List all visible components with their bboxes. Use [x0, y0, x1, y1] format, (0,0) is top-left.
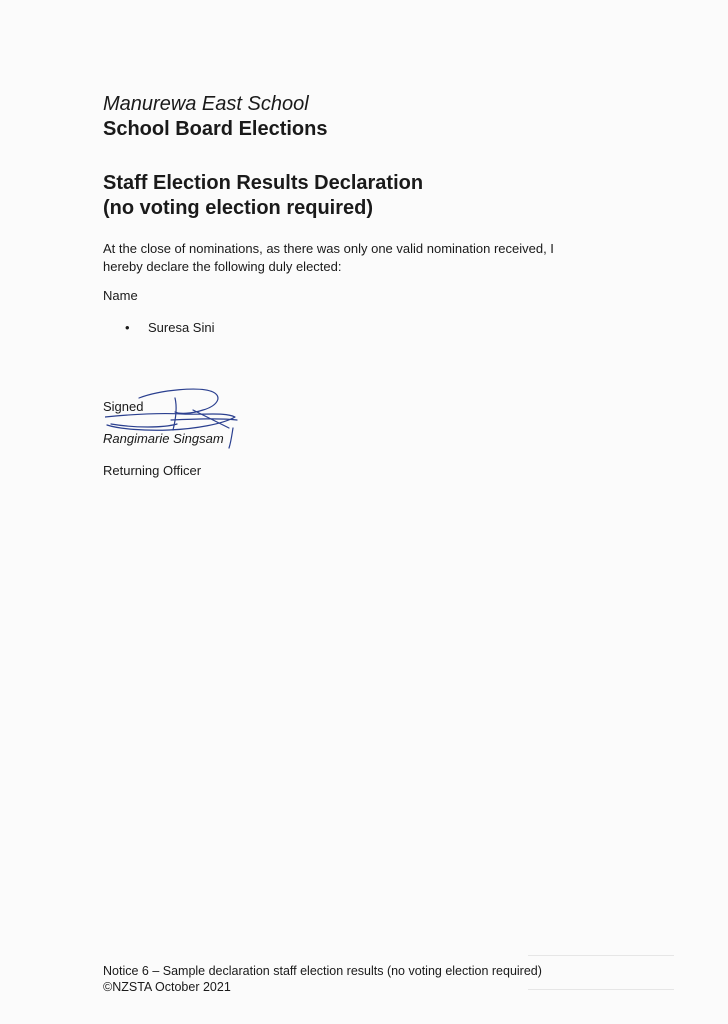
- footer-notice: Notice 6 – Sample declaration staff election results (no voting election required): [103, 964, 542, 978]
- declaration-title: [103, 171, 423, 221]
- declaration-intro: [103, 240, 603, 276]
- footer-copyright: ©NZSTA October 2021: [103, 980, 231, 994]
- signer-role: Returning Officer: [103, 463, 202, 478]
- signer-name: Rangimarie Singsam: [103, 431, 224, 446]
- signed-label: Signed: [103, 399, 144, 414]
- elected-name: • Suresa Sini: [103, 319, 214, 337]
- elected-list: [103, 319, 214, 337]
- intro-line-1: At the close of nominations, as there was only one valid nomination received, I: [103, 241, 554, 256]
- school-name: Manurewa East School: [103, 93, 309, 115]
- footer-divider: [528, 955, 674, 956]
- election-title: School Board Elections: [103, 118, 328, 140]
- name-label: Name: [103, 288, 138, 303]
- document-footer: [103, 963, 542, 995]
- declaration-title-line-1: Staff Election Results Declaration: [103, 172, 424, 194]
- intro-line-2: hereby declare the following duly elected:: [103, 259, 342, 274]
- declaration-title-line-2: (no voting election required): [103, 197, 374, 219]
- footer-divider: [528, 989, 674, 990]
